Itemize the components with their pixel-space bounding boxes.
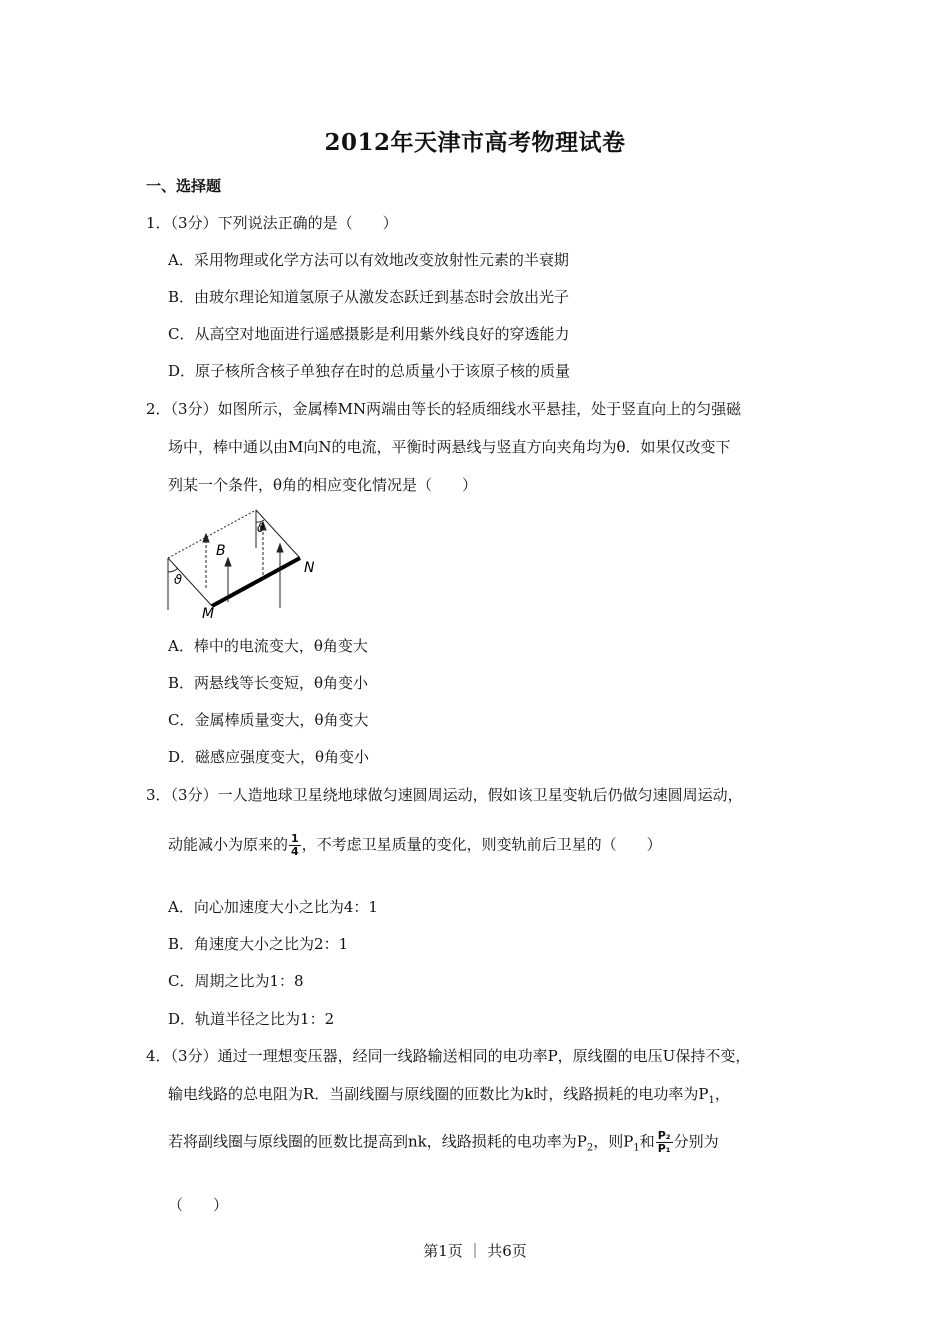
question-3-line-1: 3．（3分）一人造地球卫星绕地球做匀速圆周运动，假如该卫星变轨后仍做匀速圆周运动，	[146, 786, 743, 804]
question-4-line-3-a: 若将副线圈与原线圈的匝数比提高到nk，线路损耗的电功率为P	[168, 1132, 587, 1151]
figure-label-n: N	[304, 560, 315, 576]
question-4-line-2	[168, 1083, 730, 1106]
field-arrow-head-3	[225, 558, 231, 566]
fraction-one-quarter	[289, 833, 301, 858]
question-3-option-c: C．周期之比为1：8	[168, 972, 304, 990]
question-4-line-3	[168, 1130, 719, 1155]
question-4-line-4: （ ）	[168, 1196, 229, 1214]
page-footer: 第1页 ｜ 共6页	[423, 1242, 527, 1260]
figure-label-theta-right: ϑ	[257, 521, 265, 535]
question-2-option-d: D．磁感应强度变大，θ角变小	[168, 748, 370, 766]
question-3-option-a: A．向心加速度大小之比为4：1	[168, 898, 378, 916]
question-3-option-b: B．角速度大小之比为2：1	[168, 935, 349, 953]
figure-top-left-edge	[168, 510, 256, 558]
page-title: 2012年天津市高考物理试卷	[324, 129, 626, 156]
question-2-option-c: C．金属棒质量变大，θ角变大	[168, 711, 369, 729]
question-3-line-2-end: ，不考虑卫星质量的变化，则变轨前后卫星的（ ）	[301, 835, 662, 854]
question-4-line-3-d: 分别为	[673, 1132, 719, 1151]
question-2-option-b: B．两悬线等长变短，θ角变小	[168, 674, 369, 692]
subscript-1: 1	[708, 1095, 715, 1106]
subscript-2: 2	[586, 1142, 594, 1154]
question-1-option-a: A．采用物理或化学方法可以有效地改变放射性元素的半衰期	[168, 251, 569, 269]
subscript-1b: 1	[633, 1142, 640, 1154]
question-2-line-2: 场中，棒中通以由M向N的电流，平衡时两悬线与竖直方向夹角均为θ．如果仅改变下	[168, 438, 731, 456]
question-4-line-3-b: ，则P	[593, 1132, 634, 1151]
section-heading: 一、选择题	[146, 177, 222, 195]
question-2-line-3: 列某一个条件，θ角的相应变化情况是（ ）	[168, 476, 478, 494]
question-2-line-1: 2．（3分）如图所示，金属棒MN两端由等长的轻质细线水平悬挂，处于竖直向上的匀强磁	[146, 400, 742, 418]
fraction-denominator-p1: P₁	[657, 1142, 671, 1155]
figure-label-b: B	[216, 543, 226, 559]
fraction-p2-over-p1	[656, 1130, 673, 1155]
question-4-line-2-end: ，	[714, 1085, 730, 1103]
question-3-line-2	[168, 833, 662, 858]
fraction-numerator: 1	[291, 832, 299, 845]
figure-angle-arc-left	[168, 568, 178, 572]
question-4-line-2-text: 输电线路的总电阻为R．当副线圈与原线圈的匝数比为k时，线路损耗的电功率为P	[168, 1085, 709, 1103]
question-2-option-a: A．棒中的电流变大，θ角变大	[168, 637, 368, 655]
question-4-line-1: 4．（3分）通过一理想变压器，经同一线路输送相同的电功率P，原线圈的电压U保持不变，	[146, 1047, 751, 1065]
field-arrow-head-4	[277, 544, 283, 552]
question-3-line-2-start: 动能减小为原来的	[168, 835, 289, 854]
question-3-option-d: D．轨道半径之比为1：2	[168, 1010, 335, 1028]
figure-label-theta-left: ϑ	[174, 573, 183, 588]
question-1-stem: 1．（3分）下列说法正确的是（ ）	[146, 214, 398, 232]
question-1-option-d: D．原子核所含核子单独存在时的总质量小于该原子核的质量	[168, 362, 571, 380]
fraction-denominator: 4	[291, 845, 299, 858]
question-4-line-3-c: 和	[639, 1132, 655, 1151]
figure-label-m: M	[202, 606, 215, 620]
magnetic-field-figure	[160, 500, 330, 620]
question-1-option-c: C．从高空对地面进行遥感摄影是利用紫外线良好的穿透能力	[168, 325, 570, 343]
question-1-option-b: B．由玻尔理论知道氢原子从激发态跃迁到基态时会放出光子	[168, 288, 570, 306]
fraction-numerator-p2: P₂	[657, 1129, 671, 1142]
